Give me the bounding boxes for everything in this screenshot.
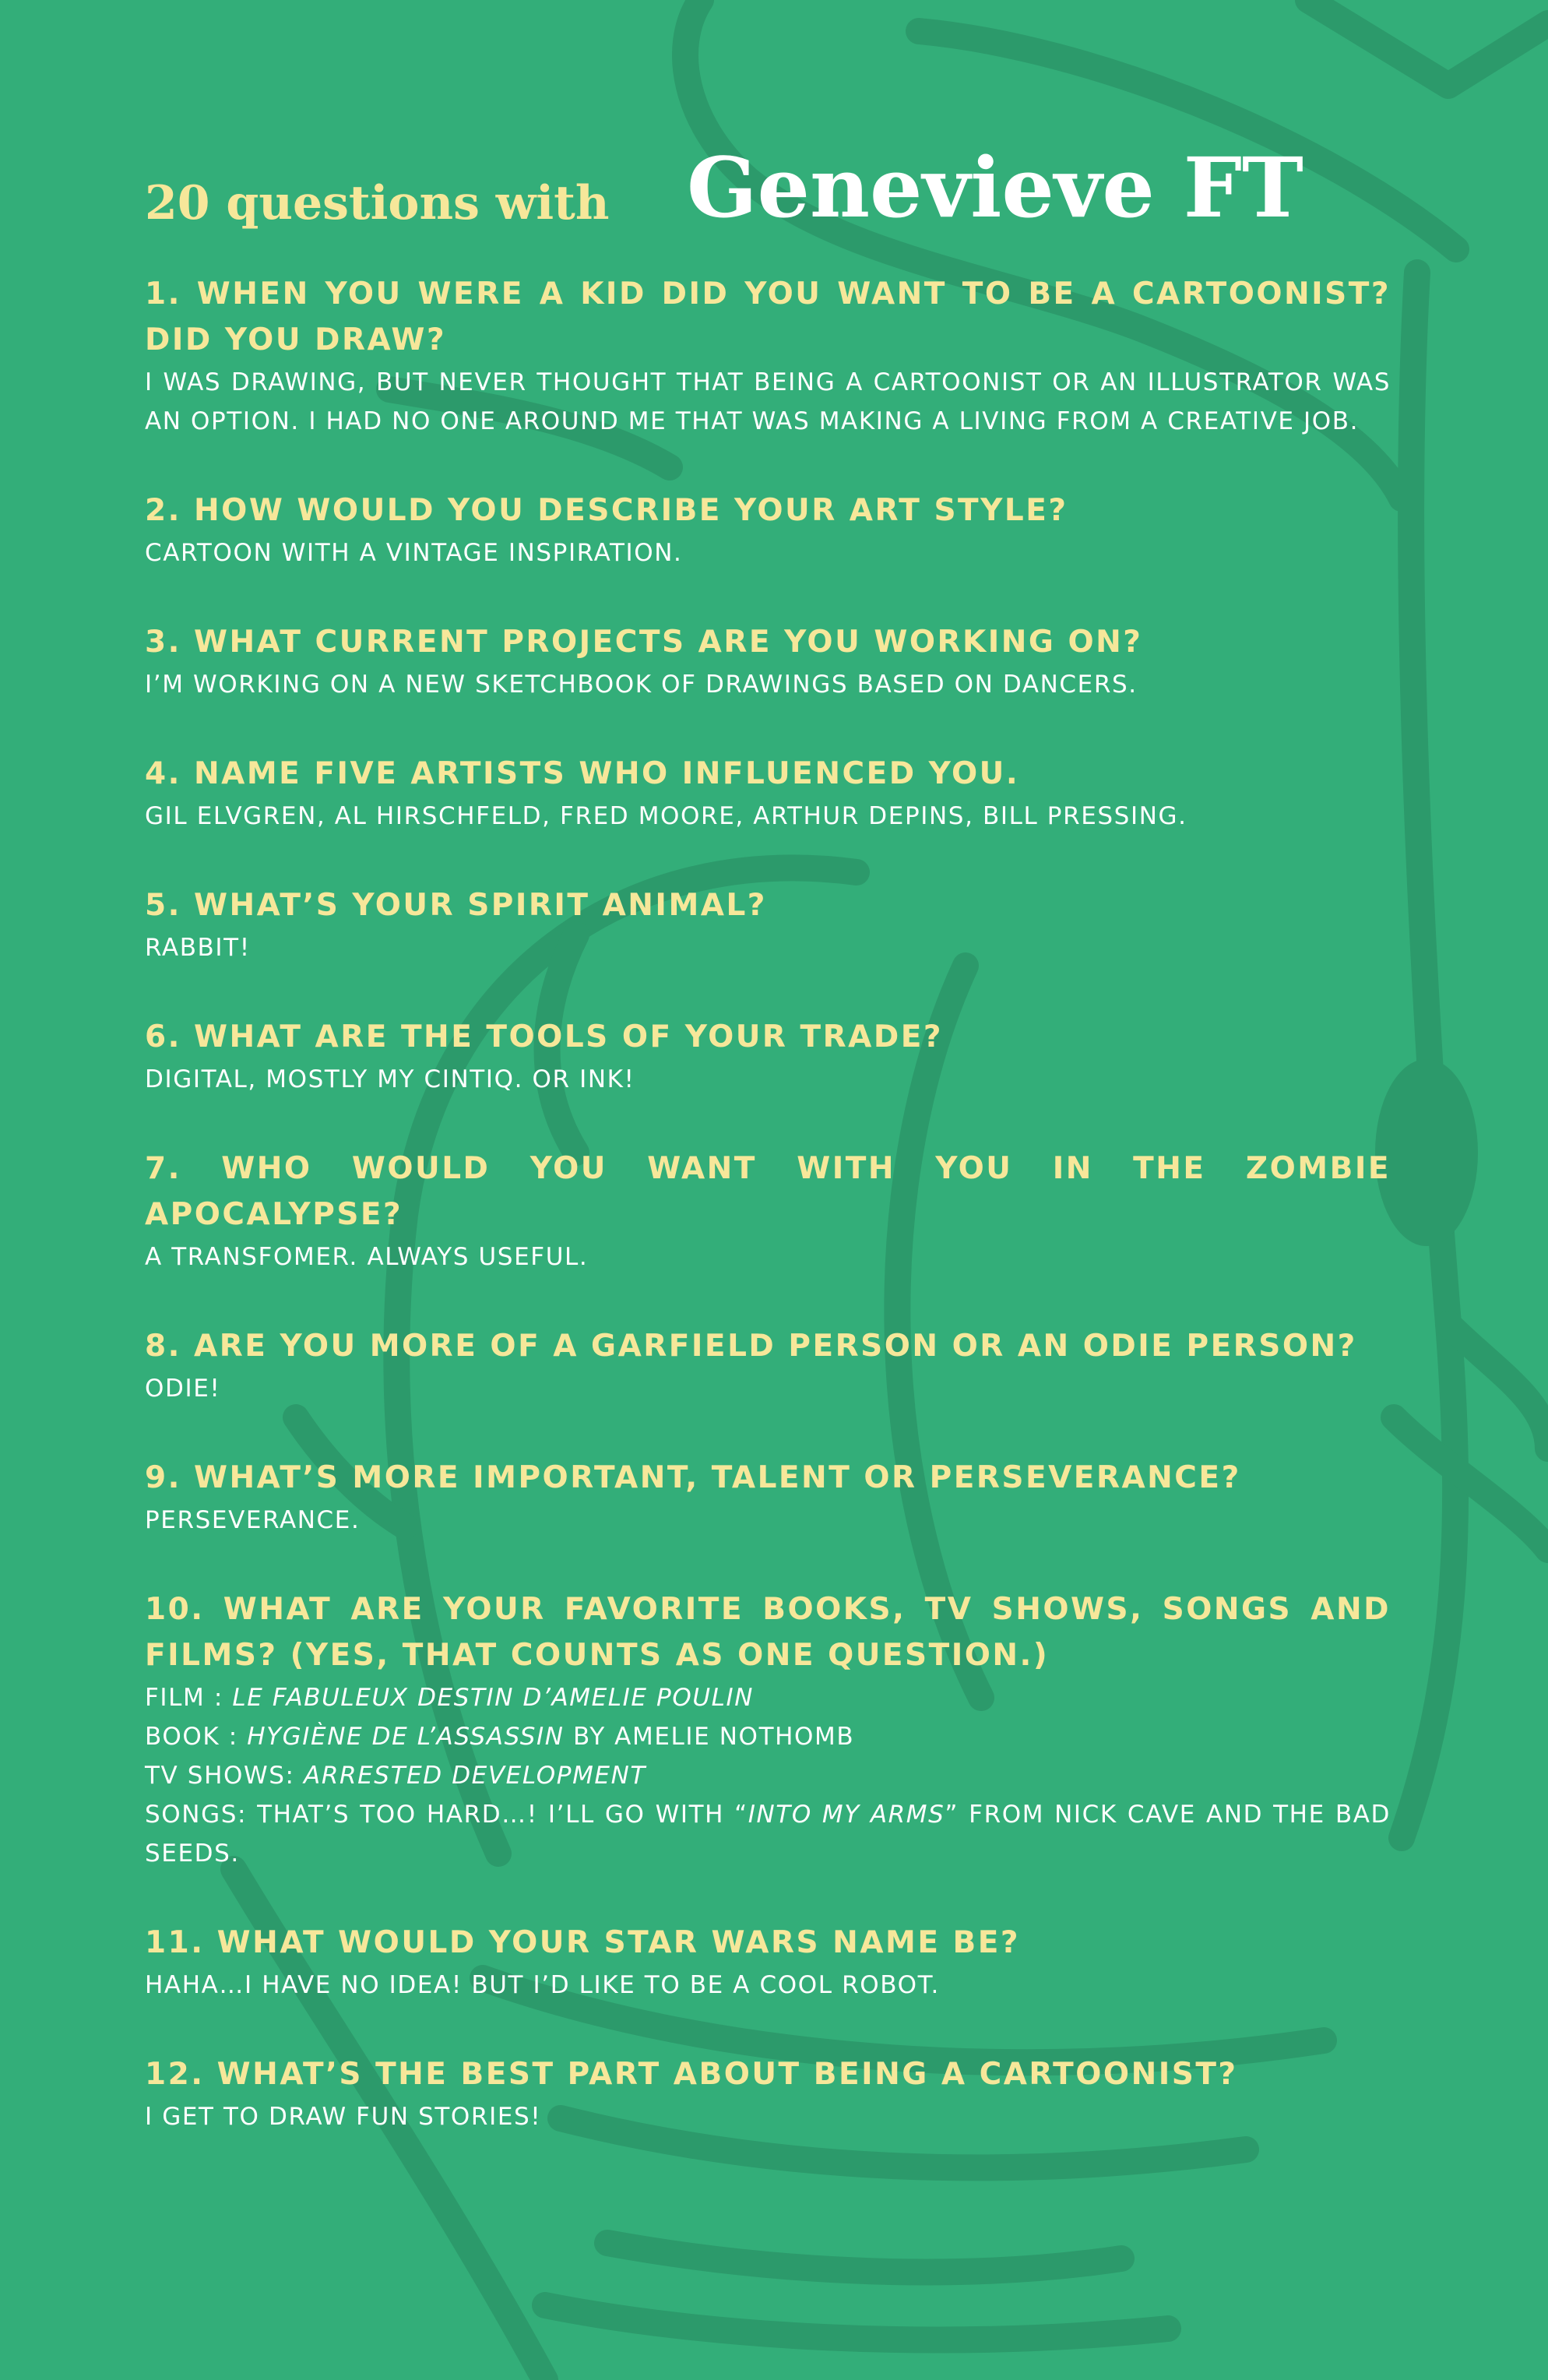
question-text: 5. WHAT’S YOUR SPIRIT ANIMAL?: [145, 888, 767, 923]
answer-text: [145, 1678, 1391, 1873]
book-title: HYGIÈNE DE L’ASSASSIN: [247, 1723, 565, 1751]
qa-item: [145, 1455, 1391, 1540]
film-title: LE FABULEUX DESTIN D’AMELIE POULIN: [232, 1684, 755, 1712]
title-name: Genevieve FT: [687, 139, 1303, 236]
question-text: 1. WHEN YOU WERE A KID DID YOU WANT TO BE A CARTOONIST? DID YOU DRAW?: [145, 276, 1391, 357]
book-label: BOOK :: [145, 1723, 248, 1751]
question-list: [145, 271, 1391, 2183]
question-text: 6. WHAT ARE THE TOOLS OF YOUR TRADE?: [145, 1019, 943, 1054]
songs-intro: SONGS: THAT’S TOO HARD…! I’LL GO WITH “: [145, 1801, 748, 1829]
answer-text: ODIE!: [145, 1375, 221, 1403]
tv-title: ARRESTED DEVELOPMENT: [304, 1762, 646, 1790]
qa-item: [145, 2051, 1391, 2136]
question-text: 9. WHAT’S MORE IMPORTANT, TALENT OR PERSEVERANCE?: [145, 1460, 1241, 1495]
question-text: 12. WHAT’S THE BEST PART ABOUT BEING A CARTOONIST?: [145, 2057, 1238, 2092]
answer-text: I’M WORKING ON A NEW SKETCHBOOK OF DRAWINGS BASED ON DANCERS.: [145, 671, 1138, 699]
question-text: 7. WHO WOULD YOU WANT WITH YOU IN THE ZOMBIE APOCALYPSE?: [145, 1151, 1391, 1232]
answer-text: DIGITAL, MOSTLY MY CINTIQ. OR INK!: [145, 1065, 635, 1093]
qa-item: [145, 1323, 1391, 1408]
answer-text: I WAS DRAWING, BUT NEVER THOUGHT THAT BEING A CARTOONIST OR AN ILLUSTRATOR WAS AN OPTION. I HAD NO ONE AROUND ME THAT WAS MAKING A LIVING FROM A CREATIVE JOB.: [145, 368, 1391, 435]
question-text: 8. ARE YOU MORE OF A GARFIELD PERSON OR AN ODIE PERSON?: [145, 1329, 1357, 1364]
tv-label: TV SHOWS:: [145, 1762, 304, 1790]
question-text: 11. WHAT WOULD YOUR STAR WARS NAME BE?: [145, 1925, 1021, 1960]
qa-item: [145, 882, 1391, 967]
question-text: 4. NAME FIVE ARTISTS WHO INFLUENCED YOU.: [145, 756, 1020, 791]
answer-text: I GET TO DRAW FUN STORIES!: [145, 2103, 542, 2131]
answer-text: HAHA…I HAVE NO IDEA! BUT I’D LIKE TO BE A COOL ROBOT.: [145, 1971, 940, 1999]
answer-text: GIL ELVGREN, AL HIRSCHFELD, FRED MOORE, ARTHUR DEPINS, BILL PRESSING.: [145, 802, 1187, 830]
qa-item: [145, 1146, 1391, 1276]
book-author: BY AMELIE NOTHOMB: [564, 1723, 855, 1751]
answer-book-line: [145, 1717, 1391, 1756]
film-label: FILM :: [145, 1684, 233, 1712]
qa-item: [145, 1586, 1391, 1873]
songs-outro: ” FROM NICK CAVE AND THE BAD SEEDS.: [145, 1801, 1391, 1868]
answer-text: CARTOON WITH A VINTAGE INSPIRATION.: [145, 539, 683, 567]
question-text: 2. HOW WOULD YOU DESCRIBE YOUR ART STYLE?: [145, 493, 1068, 528]
answer-tv-line: [145, 1756, 1391, 1795]
qa-item: [145, 751, 1391, 836]
answer-songs-line: [145, 1795, 1391, 1873]
page-title: [145, 132, 1391, 257]
answer-text: RABBIT!: [145, 934, 251, 962]
qa-item: [145, 619, 1391, 704]
qa-item: [145, 1014, 1391, 1099]
question-text: 3. WHAT CURRENT PROJECTS ARE YOU WORKING ON?: [145, 625, 1143, 660]
song-title: INTO MY ARMS: [748, 1801, 945, 1829]
title-prefix: 20 questions with: [145, 176, 610, 231]
answer-text: A TRANSFOMER. ALWAYS USEFUL.: [145, 1243, 589, 1271]
qa-item: [145, 1920, 1391, 2005]
qa-item: [145, 488, 1391, 572]
answer-film-line: [145, 1678, 1391, 1717]
question-text: 10. WHAT ARE YOUR FAVORITE BOOKS, TV SHOWS, SONGS AND FILMS? (YES, THAT COUNTS AS ONE QUESTION.): [145, 1592, 1391, 1673]
qa-item: [145, 271, 1391, 441]
answer-text: PERSEVERANCE.: [145, 1506, 361, 1534]
